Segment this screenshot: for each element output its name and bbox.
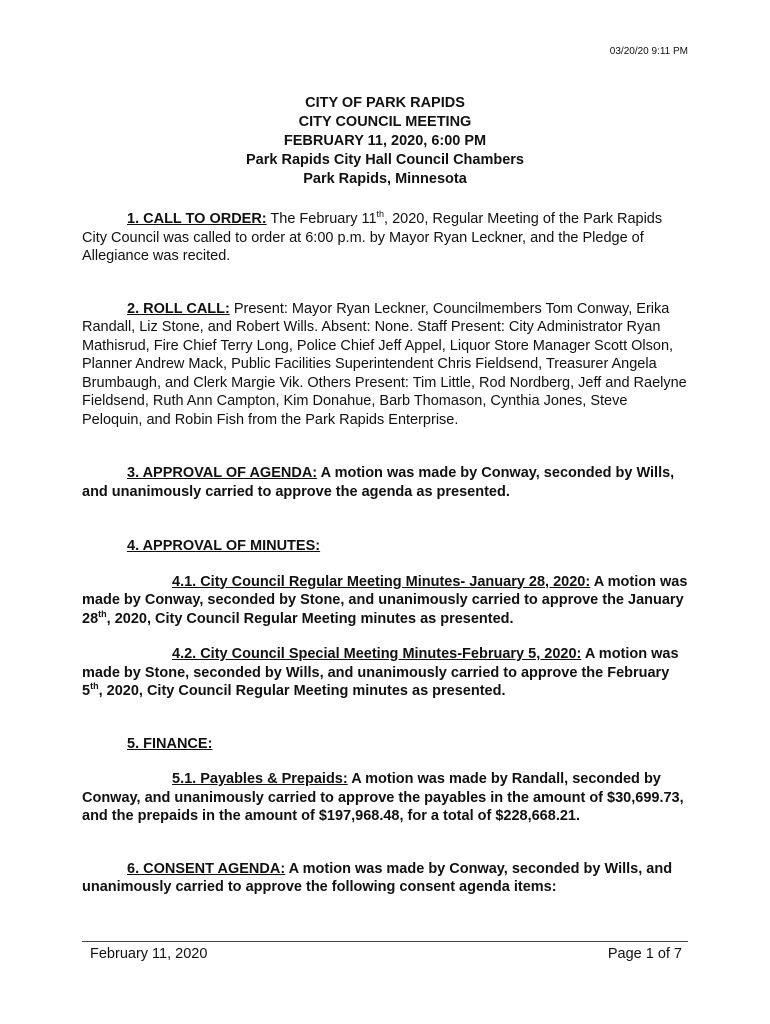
section-heading: 5. FINANCE: <box>127 735 213 752</box>
section-approval-of-minutes <box>82 537 688 556</box>
header-date: FEBRUARY 11, 2020, 6:00 PM <box>283 133 487 149</box>
subsection-heading: 4.1. City Council Regular Meeting Minutes- January 28, 2020: <box>172 573 591 590</box>
footer-divider <box>82 941 688 942</box>
subsection-text: , 2020, City Council Regular Meeting minutes as presented. <box>106 610 514 627</box>
ordinal-suffix: th <box>98 608 107 619</box>
section-approval-of-agenda <box>82 464 688 501</box>
section-text: Present: Mayor Ryan Leckner, Councilmembers Tom Conway, Erika Randall, Liz Stone, and Robert Wills. Absent: None. Staff Present: City Administrator Ryan Mathisrud, Fire Chief Terry Long, Police Chief Jeff Appel, Liquor Store Manager Scott Olson, Planner Andrew Mack, Public Facilities Superintendent Chris Fieldsend, Treasurer Angela Brumbaugh, and Clerk Margie Vik. Others Present: Tim Little, Rod Nordberg, Jeff and Raelyne Fieldsend, Ruth Ann Campton, Kim Donahue, Barb Thomason, Cynthia Jones, Steve Peloquin, and Robin Fish from the Park Rapids Enterprise. <box>82 300 687 428</box>
section-heading: 4. APPROVAL OF MINUTES: <box>127 538 321 554</box>
ordinal-suffix: th <box>90 681 99 692</box>
subsection-text: A motion was made by Conway, seconded by Stone, and unanimously carried to approve the January 28 <box>82 573 688 627</box>
ordinal-suffix: th <box>376 209 385 220</box>
print-timestamp: 03/20/20 9:11 PM <box>609 46 688 57</box>
section-text: A motion was made by Conway, seconded by Wills, and unanimously carried to approve the following consent agenda items: <box>82 860 673 895</box>
header-meeting: CITY COUNCIL MEETING <box>298 114 472 130</box>
header-city: CITY OF PARK RAPIDS <box>305 95 465 111</box>
subsection-regular-minutes <box>82 573 688 629</box>
subsection-text: A motion was made by Randall, seconded by Conway, and unanimously carried to approve the payables in the amount of $30,699.73, and the prepaids in the amount of $197,968.48, for a total of $228,668.21. <box>82 771 684 824</box>
header-state: Park Rapids, Minnesota <box>303 171 467 187</box>
section-text: The February 11 <box>266 211 377 227</box>
section-heading: 6. CONSENT AGENDA: <box>127 860 286 877</box>
section-heading: 1. CALL TO ORDER: <box>127 211 267 227</box>
footer-page-number: Page 1 of 7 <box>607 946 682 962</box>
section-text: , 2020, Regular Meeting of the Park Rapids City Council was called to order at 6:00 p.m. by Mayor Ryan Leckner, and the Pledge of Allegiance was recited. <box>82 211 663 264</box>
section-consent-agenda <box>82 860 688 897</box>
minutes-body <box>82 210 688 897</box>
section-roll-call <box>82 300 688 430</box>
footer-date: February 11, 2020 <box>90 946 208 962</box>
section-finance <box>82 735 688 754</box>
meeting-header <box>82 94 688 189</box>
subsection-heading: 4.2. City Council Special Meeting Minutes-February 5, 2020: <box>172 646 582 662</box>
subsection-payables <box>82 770 688 826</box>
subsection-text: , 2020, City Council Regular Meeting minutes as presented. <box>98 683 506 699</box>
section-heading: 3. APPROVAL OF AGENDA: <box>127 465 318 481</box>
section-text: A motion was made by Conway, seconded by Wills, and unanimously carried to approve the agenda as presented. <box>82 465 675 500</box>
subsection-heading: 5.1. Payables & Prepaids: <box>172 771 348 787</box>
section-heading: 2. ROLL CALL: <box>127 300 230 317</box>
section-call-to-order <box>82 210 688 266</box>
subsection-special-minutes <box>82 645 688 701</box>
subsection-text: A motion was made by Stone, seconded by Wills, and unanimously carried to approve the February 5 <box>82 646 679 699</box>
header-location: Park Rapids City Hall Council Chambers <box>246 152 524 168</box>
